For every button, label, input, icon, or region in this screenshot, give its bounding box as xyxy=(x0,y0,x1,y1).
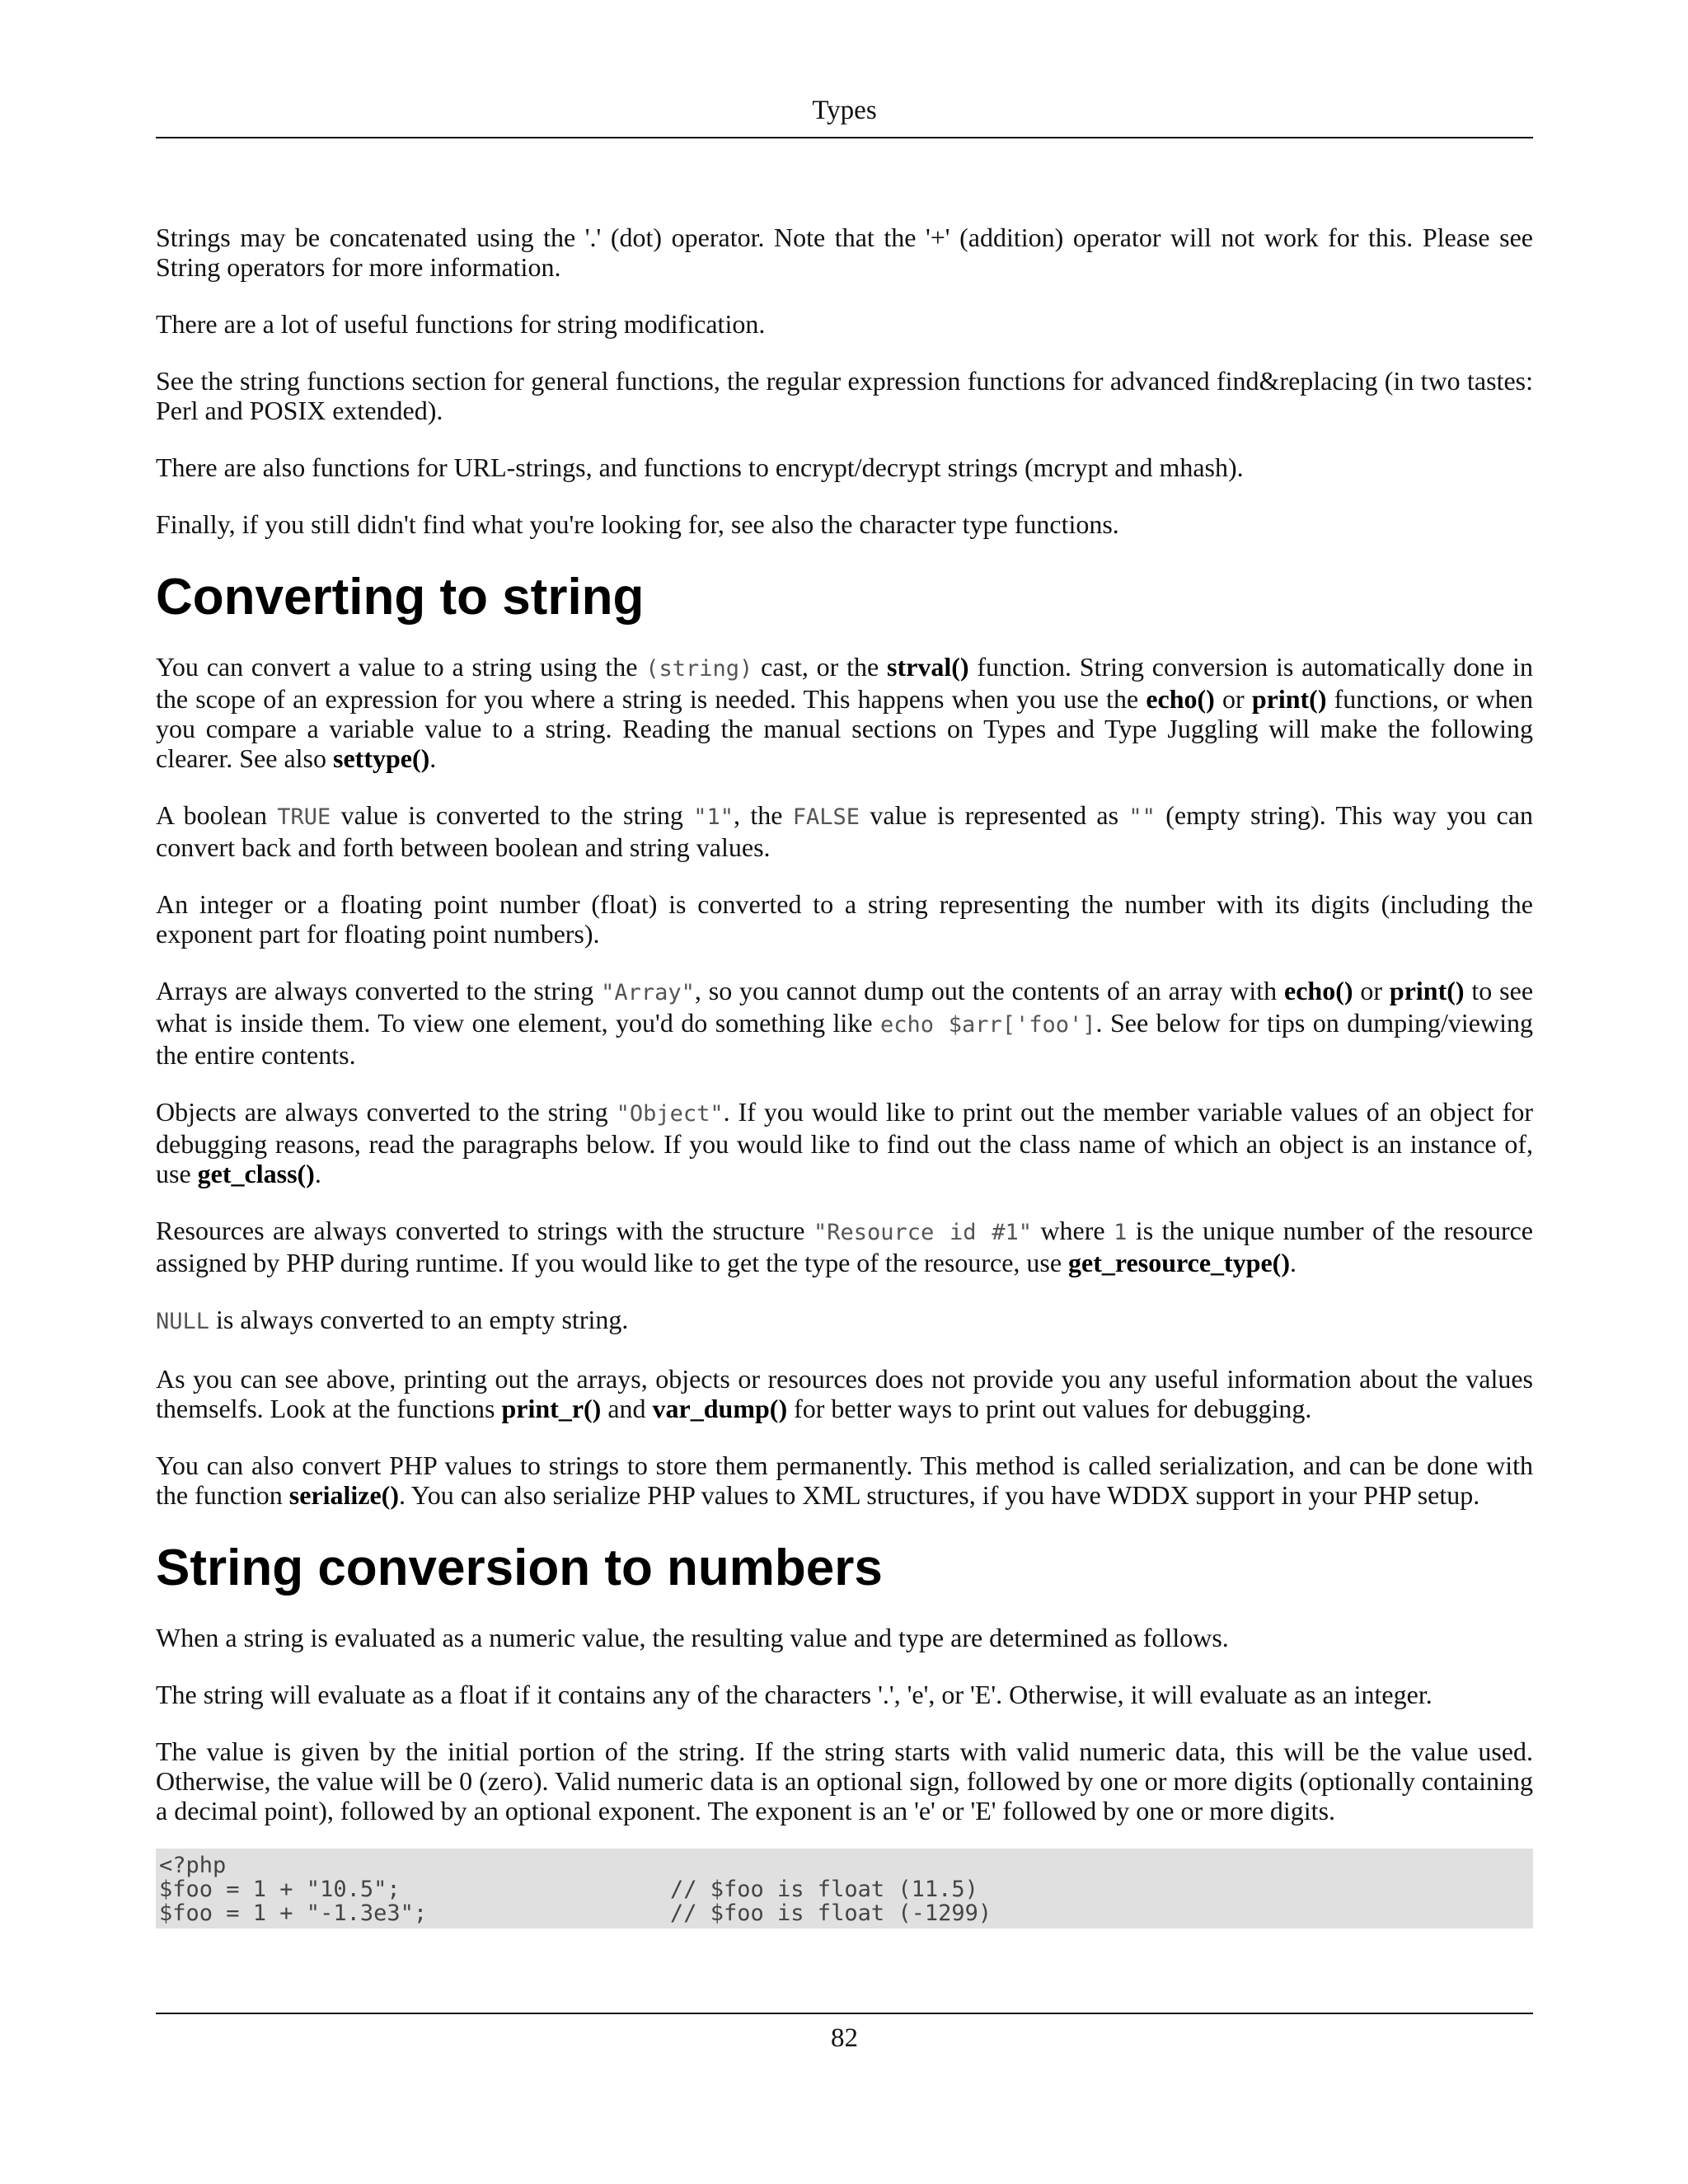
text: . xyxy=(1289,1248,1296,1277)
paragraph: The string will evaluate as a float if it contains any of the characters '.', 'e', or 'E'. Otherwise, it will evaluate as an integer. xyxy=(156,1680,1432,1709)
code-line xyxy=(159,1854,1530,1877)
function-name: get_class() xyxy=(197,1159,315,1188)
text: . You can also serialize PHP values to XML structures, if you have WDDX support in your PHP setup. xyxy=(398,1480,1480,1510)
paragraph: An integer or a floating point number (float) is converted to a string representing the number with its digits (including the exponent part for floating point numbers). xyxy=(156,889,1533,949)
text: Arrays are always converted to the string xyxy=(156,976,602,1005)
section-heading-string-conversion-to-numbers: String conversion to numbers xyxy=(156,1540,883,1596)
text: . xyxy=(429,743,437,773)
inline-code: (string) xyxy=(645,656,753,682)
paragraph: When a string is evaluated as a numeric value, the resulting value and type are determined as follows. xyxy=(156,1623,1229,1652)
function-name: strval() xyxy=(887,652,969,682)
function-name: serialize() xyxy=(288,1480,399,1510)
footer-rule xyxy=(156,2013,1533,2014)
text: , the xyxy=(734,800,793,830)
paragraph: Finally, if you still didn't find what you're looking for, see also the character type functions. xyxy=(156,509,1119,539)
code-line xyxy=(159,1877,1530,1901)
paragraph xyxy=(156,1216,1533,1277)
text: . If you would like to print out the member variable values of an object for debugging reasons, read the paragraphs below. If you would like to find out the class name of which an object is an instance of, use xyxy=(156,1097,1534,1188)
paragraph: There are a lot of useful functions for string modification. xyxy=(156,309,766,339)
function-name: print() xyxy=(1251,684,1327,714)
text: A boolean xyxy=(156,800,278,830)
paragraph: Strings may be concatenated using the '.' (dot) operator. Note that the '+' (addition) operator will not work for this. Please see String operators for more information. xyxy=(156,223,1533,282)
text: cast, or the xyxy=(753,652,887,682)
function-name: echo() xyxy=(1283,976,1353,1005)
inline-code: echo $arr['foo'] xyxy=(879,1012,1096,1038)
text: Objects are always converted to the string xyxy=(156,1097,617,1127)
inline-code: FALSE xyxy=(792,804,860,830)
page-content xyxy=(156,223,1533,1929)
text: (empty string). This way you can convert back and forth between boolean and string values. xyxy=(156,800,1534,862)
header-rule xyxy=(156,137,1533,138)
function-name: get_resource_type() xyxy=(1068,1248,1290,1277)
function-name: print() xyxy=(1389,976,1465,1005)
code-statement: $foo = 1 + "10.5"; xyxy=(159,1877,401,1902)
section-heading-converting-to-string: Converting to string xyxy=(156,569,645,626)
inline-code: 1 xyxy=(1114,1220,1128,1245)
paragraph xyxy=(156,1451,1533,1510)
text: functions, or when you compare a variable value to a string. Reading the manual sections on Types and Type Juggling will make the following clearer. See also xyxy=(156,684,1534,773)
inline-code: NULL xyxy=(156,1309,210,1334)
text: and xyxy=(601,1394,653,1423)
text: , so you cannot dump out the contents of an array with xyxy=(694,976,1284,1005)
paragraph: See the string functions section for general functions, the regular expression functions for advanced find&replacing (in two tastes: Perl and POSIX extended). xyxy=(156,366,1533,425)
text: for better ways to print out values for debugging. xyxy=(787,1394,1312,1423)
text: You can convert a value to a string using the xyxy=(156,652,646,682)
code-statement: <?php xyxy=(159,1853,227,1878)
paragraph xyxy=(156,652,1533,773)
inline-code: "Array" xyxy=(601,980,695,1005)
text: where xyxy=(1031,1216,1114,1245)
text: . See below for tips on dumping/viewing the entire contents. xyxy=(156,1008,1534,1070)
text: You can also convert PHP values to strings to store them permanently. This method is called serialization, and can be done with the function xyxy=(156,1451,1533,1510)
paragraph xyxy=(156,800,1533,862)
text: function. String conversion is automatically done in the scope of an expression for you where a string is needed. This happens when you use the xyxy=(156,652,1534,714)
text: is always converted to an empty string. xyxy=(209,1305,629,1334)
text: As you can see above, printing out the arrays, objects or resources does not provide you any useful information about the values themselfs. Look at the functions xyxy=(156,1364,1533,1423)
paragraph xyxy=(156,1097,1533,1188)
paragraph: There are also functions for URL-strings, and functions to encrypt/decrypt strings (mcrypt and mhash). xyxy=(156,452,1244,482)
code-comment: // $foo is float (11.5) xyxy=(670,1877,978,1902)
text: value is represented as xyxy=(860,800,1129,830)
page-header: Types xyxy=(812,96,877,125)
code-block xyxy=(156,1849,1533,1929)
paragraph: The value is given by the initial portion of the string. If the string starts with valid numeric data, this will be the value used. Otherwise, the value will be 0 (zero). Valid numeric data is an optional sign, followed by one or more digits (optionally containing a decimal point), followed by an optional exponent. The exponent is an 'e' or 'E' followed by one or more digits. xyxy=(156,1736,1533,1825)
text: to see what is inside them. To view one element, you'd do something like xyxy=(156,976,1534,1038)
text: Resources are always converted to strings with the structure xyxy=(156,1216,814,1245)
text: or xyxy=(1214,684,1252,714)
paragraph xyxy=(156,1305,1533,1337)
function-name: echo() xyxy=(1146,684,1215,714)
code-line xyxy=(159,1901,1530,1925)
text: value is converted to the string xyxy=(331,800,694,830)
paragraph xyxy=(156,976,1533,1070)
code-comment: // $foo is float (-1299) xyxy=(670,1900,992,1926)
text: . xyxy=(314,1159,321,1188)
function-name: print_r() xyxy=(501,1394,602,1423)
function-name: settype() xyxy=(333,743,430,773)
function-name: var_dump() xyxy=(652,1394,788,1423)
text: or xyxy=(1353,976,1390,1005)
code-statement: $foo = 1 + "-1.3e3"; xyxy=(159,1900,428,1926)
text: is the unique number of the resource assigned by PHP during runtime. If you would like to get the type of the resource, use xyxy=(156,1216,1534,1277)
page-number: 82 xyxy=(831,2023,858,2053)
paragraph xyxy=(156,1364,1533,1423)
inline-code: "Resource id #1" xyxy=(813,1220,1032,1245)
inline-code: "Object" xyxy=(616,1101,724,1127)
inline-code: TRUE xyxy=(277,804,331,830)
inline-code: "1" xyxy=(693,804,734,830)
inline-code: "" xyxy=(1128,804,1156,830)
